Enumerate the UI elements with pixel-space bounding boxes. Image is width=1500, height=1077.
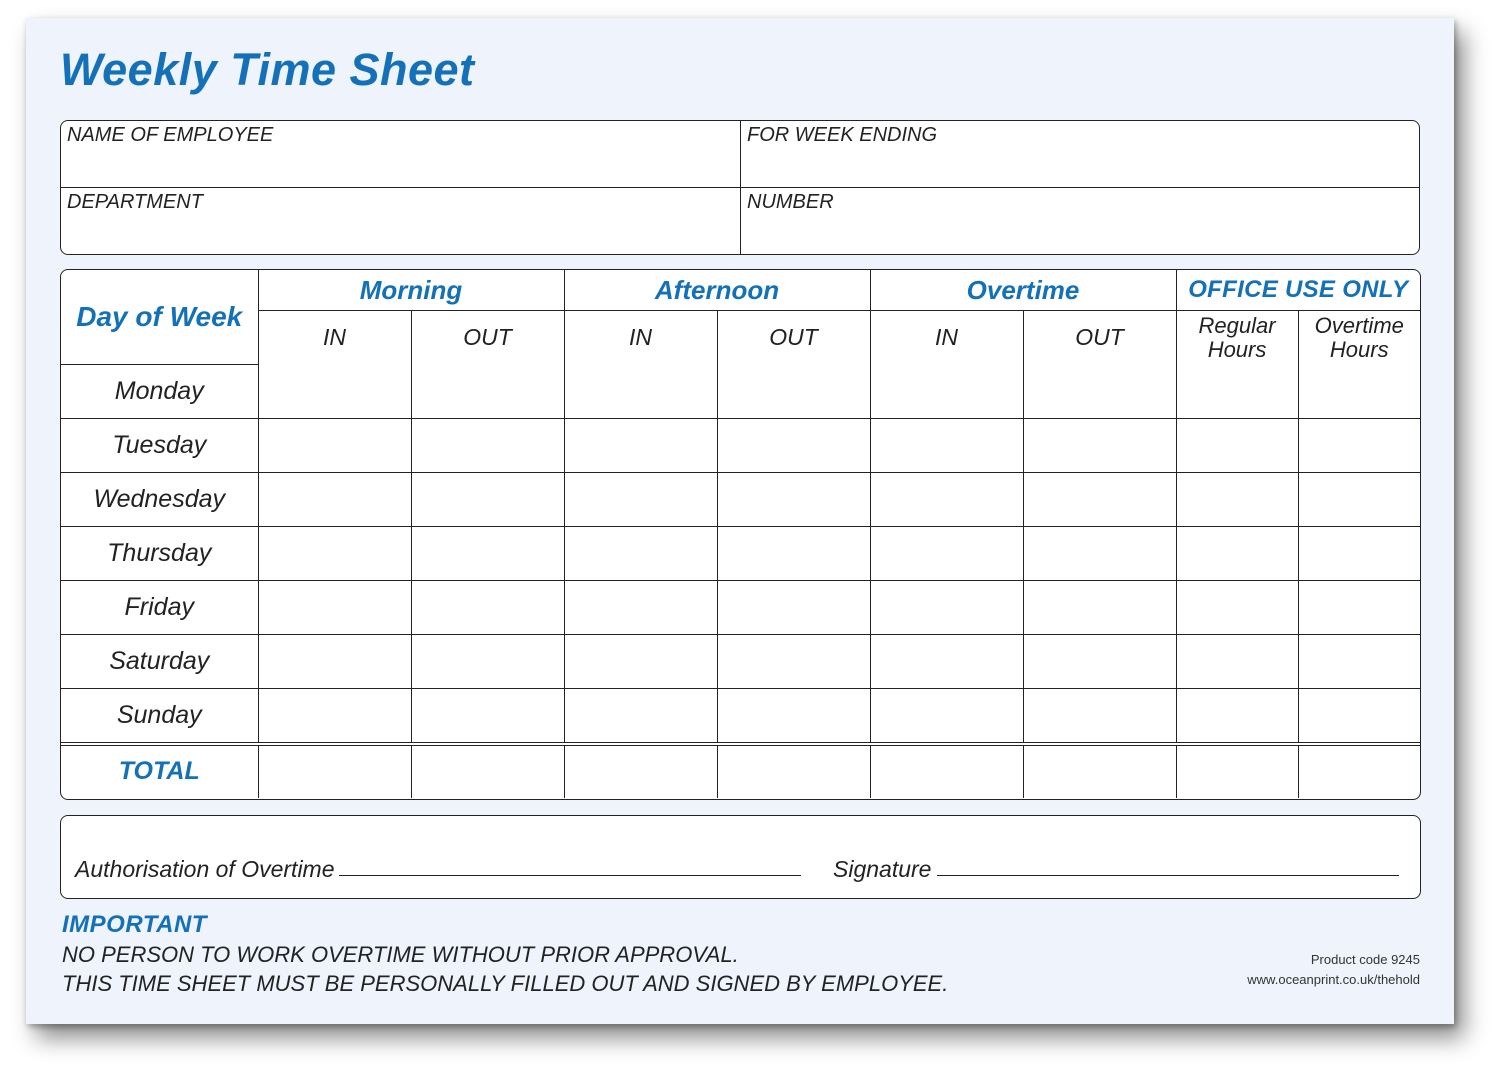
time-entry-cell[interactable] xyxy=(564,634,717,688)
time-entry-cell[interactable] xyxy=(564,418,717,472)
day-of-week-header: Day of Week xyxy=(61,270,258,364)
authorisation-box xyxy=(60,815,1421,899)
authorisation-label: Authorisation of Overtime xyxy=(75,856,335,882)
time-entry-cell[interactable] xyxy=(870,580,1023,634)
time-entry-cell[interactable] xyxy=(1176,688,1298,744)
time-entry-cell[interactable] xyxy=(258,688,411,744)
employee-name-label: NAME OF EMPLOYEE xyxy=(67,124,274,146)
time-entry-cell[interactable] xyxy=(1023,688,1176,744)
time-entry-cell[interactable] xyxy=(1298,418,1420,472)
time-entry-cell[interactable] xyxy=(1298,364,1420,418)
time-entry-cell[interactable] xyxy=(1023,580,1176,634)
time-entry-cell[interactable] xyxy=(1298,634,1420,688)
total-cell[interactable] xyxy=(1023,744,1176,798)
morning-out-header: OUT xyxy=(411,311,564,365)
time-entry-cell[interactable] xyxy=(870,526,1023,580)
timesheet-table xyxy=(61,270,1420,798)
time-entry-cell[interactable] xyxy=(717,472,870,526)
time-entry-cell[interactable] xyxy=(1176,526,1298,580)
day-name: Saturday xyxy=(61,634,258,688)
employee-info-box xyxy=(60,120,1420,255)
authorisation-line[interactable] xyxy=(339,875,801,876)
time-entry-cell[interactable] xyxy=(411,580,564,634)
timesheet-page xyxy=(26,18,1454,1024)
total-cell[interactable] xyxy=(870,744,1023,798)
time-entry-cell[interactable] xyxy=(1176,364,1298,418)
notice-line-1: NO PERSON TO WORK OVERTIME WITHOUT PRIOR APPROVAL. xyxy=(62,942,739,967)
time-entry-cell[interactable] xyxy=(1023,418,1176,472)
time-entry-cell[interactable] xyxy=(1176,580,1298,634)
time-entry-cell[interactable] xyxy=(411,634,564,688)
time-entry-cell[interactable] xyxy=(258,364,411,418)
regular-hours-header: Regular Hours xyxy=(1176,311,1298,365)
day-name: Sunday xyxy=(61,688,258,744)
time-entry-cell[interactable] xyxy=(717,418,870,472)
signature-label: Signature xyxy=(833,856,932,882)
number-field[interactable] xyxy=(741,188,1419,255)
day-row xyxy=(61,634,1420,688)
page-title: Weekly Time Sheet xyxy=(60,44,475,95)
day-row xyxy=(61,472,1420,526)
important-heading: IMPORTANT xyxy=(62,911,207,938)
time-entry-cell[interactable] xyxy=(411,526,564,580)
time-entry-cell[interactable] xyxy=(870,472,1023,526)
morning-header: Morning xyxy=(258,270,564,311)
time-entry-cell[interactable] xyxy=(717,580,870,634)
total-cell[interactable] xyxy=(564,744,717,798)
time-entry-cell[interactable] xyxy=(1298,472,1420,526)
total-cell[interactable] xyxy=(717,744,870,798)
day-name: Tuesday xyxy=(61,418,258,472)
website-url: www.oceanprint.co.uk/thehold xyxy=(1247,972,1420,987)
time-entry-cell[interactable] xyxy=(258,472,411,526)
day-name: Monday xyxy=(61,364,258,418)
time-entry-cell[interactable] xyxy=(1023,634,1176,688)
afternoon-in-header: IN xyxy=(564,311,717,365)
time-entry-cell[interactable] xyxy=(870,688,1023,744)
day-name: Wednesday xyxy=(61,472,258,526)
number-label: NUMBER xyxy=(747,190,834,213)
day-name: Thursday xyxy=(61,526,258,580)
time-entry-cell[interactable] xyxy=(564,580,717,634)
total-label: TOTAL xyxy=(61,744,258,798)
day-row xyxy=(61,364,1420,418)
day-name: Friday xyxy=(61,580,258,634)
time-entry-cell[interactable] xyxy=(1176,418,1298,472)
week-ending-field[interactable] xyxy=(741,121,1419,188)
office-use-only-header: OFFICE USE ONLY xyxy=(1176,270,1420,311)
department-label: DEPARTMENT xyxy=(67,190,203,213)
time-entry-cell[interactable] xyxy=(564,526,717,580)
time-entry-cell[interactable] xyxy=(258,418,411,472)
day-rows xyxy=(61,364,1420,744)
time-entry-cell[interactable] xyxy=(411,418,564,472)
time-entry-cell[interactable] xyxy=(1176,472,1298,526)
time-entry-cell[interactable] xyxy=(717,634,870,688)
day-row xyxy=(61,526,1420,580)
day-row xyxy=(61,688,1420,744)
time-entry-cell[interactable] xyxy=(411,472,564,526)
time-entry-cell[interactable] xyxy=(564,364,717,418)
overtime-in-header: IN xyxy=(870,311,1023,365)
time-entry-cell[interactable] xyxy=(1298,580,1420,634)
time-entry-cell[interactable] xyxy=(870,364,1023,418)
time-entry-cell[interactable] xyxy=(1023,364,1176,418)
time-entry-cell[interactable] xyxy=(1023,526,1176,580)
day-row xyxy=(61,418,1420,472)
signature-line[interactable] xyxy=(937,875,1399,876)
product-code: Product code 9245 xyxy=(1310,952,1420,967)
overtime-out-header: OUT xyxy=(1023,311,1176,365)
morning-in-header: IN xyxy=(258,311,411,365)
total-row xyxy=(61,744,1420,798)
total-cell[interactable] xyxy=(1176,744,1298,798)
total-cell[interactable] xyxy=(258,744,411,798)
department-field[interactable] xyxy=(61,188,741,255)
day-row xyxy=(61,580,1420,634)
time-entry-cell[interactable] xyxy=(411,688,564,744)
total-cell[interactable] xyxy=(411,744,564,798)
time-entry-cell[interactable] xyxy=(564,472,717,526)
time-entry-cell[interactable] xyxy=(870,418,1023,472)
time-entry-cell[interactable] xyxy=(717,688,870,744)
time-entry-cell[interactable] xyxy=(258,634,411,688)
time-entry-cell[interactable] xyxy=(258,526,411,580)
time-entry-cell[interactable] xyxy=(717,364,870,418)
overtime-hours-header: Overtime Hours xyxy=(1298,311,1420,365)
total-cell[interactable] xyxy=(1298,744,1420,798)
time-entry-cell[interactable] xyxy=(1176,634,1298,688)
time-entry-cell[interactable] xyxy=(870,634,1023,688)
time-entry-cell[interactable] xyxy=(717,526,870,580)
time-entry-cell[interactable] xyxy=(1298,688,1420,744)
timesheet-table-wrap xyxy=(60,269,1421,800)
time-entry-cell[interactable] xyxy=(411,364,564,418)
time-entry-cell[interactable] xyxy=(564,688,717,744)
time-entry-cell[interactable] xyxy=(1023,472,1176,526)
afternoon-header: Afternoon xyxy=(564,270,870,311)
week-ending-label: FOR WEEK ENDING xyxy=(747,124,938,146)
afternoon-out-header: OUT xyxy=(717,311,870,365)
overtime-header: Overtime xyxy=(870,270,1176,311)
employee-name-field[interactable] xyxy=(61,121,741,188)
notice-line-2: THIS TIME SHEET MUST BE PERSONALLY FILLED OUT AND SIGNED BY EMPLOYEE. xyxy=(62,971,949,996)
time-entry-cell[interactable] xyxy=(1298,526,1420,580)
time-entry-cell[interactable] xyxy=(258,580,411,634)
